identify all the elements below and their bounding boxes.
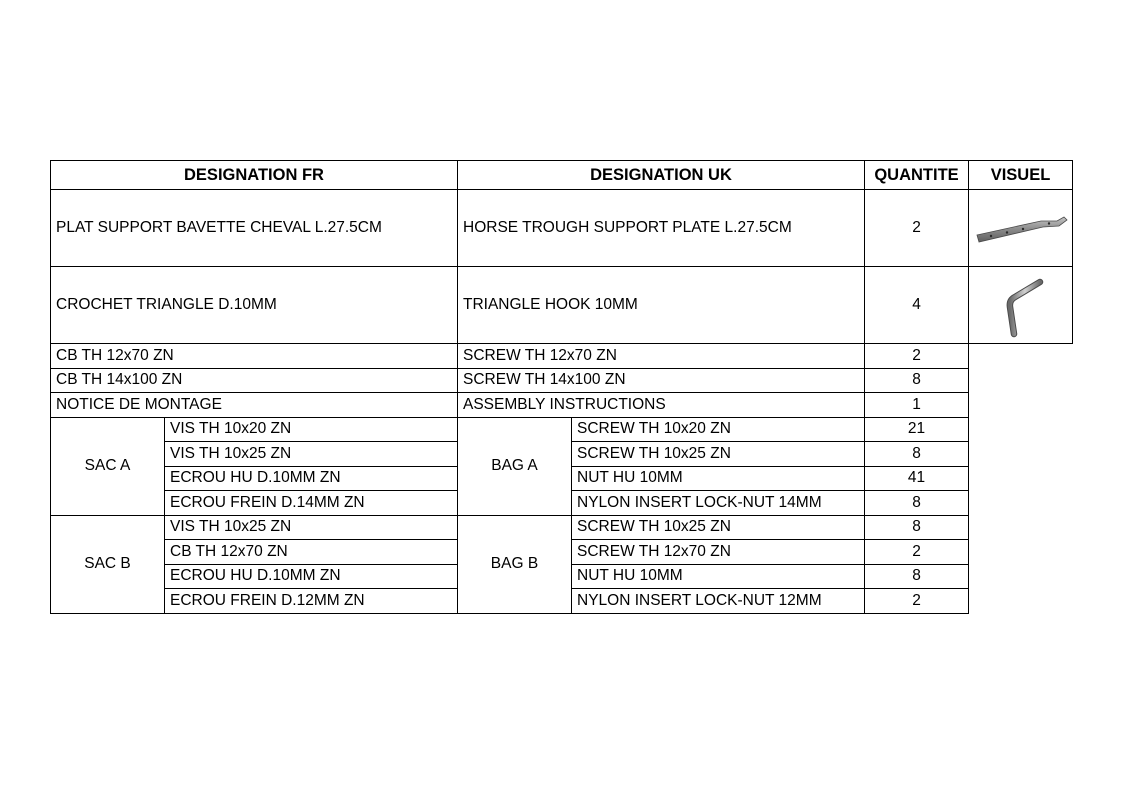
bag-label-uk: BAG A xyxy=(458,417,572,515)
parts-list-table xyxy=(50,160,1073,614)
header-row xyxy=(51,161,1073,190)
designation-fr: CB TH 12x70 ZN xyxy=(51,344,458,369)
designation-fr: ECROU HU D.10MM ZN xyxy=(165,564,458,589)
designation-fr: CB TH 12x70 ZN xyxy=(165,540,458,565)
designation-uk: SCREW TH 12x70 ZN xyxy=(458,344,865,369)
bag-label-uk: BAG B xyxy=(458,515,572,613)
designation-uk: NYLON INSERT LOCK-NUT 12MM xyxy=(572,589,865,614)
designation-fr: CROCHET TRIANGLE D.10MM xyxy=(51,267,458,344)
quantity: 2 xyxy=(865,190,969,267)
designation-fr: ECROU HU D.10MM ZN xyxy=(165,466,458,491)
quantity: 8 xyxy=(865,368,969,393)
designation-uk: NUT HU 10MM xyxy=(572,564,865,589)
table-row xyxy=(51,515,1073,540)
header-designation-uk: DESIGNATION UK xyxy=(458,161,865,190)
quantity: 1 xyxy=(865,393,969,418)
quantity: 8 xyxy=(865,442,969,467)
table-row xyxy=(51,344,1073,369)
designation-fr: CB TH 14x100 ZN xyxy=(51,368,458,393)
quantity: 8 xyxy=(865,491,969,516)
table-row xyxy=(51,393,1073,418)
designation-fr: VIS TH 10x25 ZN xyxy=(165,442,458,467)
designation-fr: ECROU FREIN D.12MM ZN xyxy=(165,589,458,614)
header-visual: VISUEL xyxy=(969,161,1073,190)
designation-uk: SCREW TH 10x25 ZN xyxy=(572,442,865,467)
designation-fr: NOTICE DE MONTAGE xyxy=(51,393,458,418)
triangle-hook-icon xyxy=(971,270,1071,340)
designation-fr: VIS TH 10x20 ZN xyxy=(165,417,458,442)
table-row xyxy=(51,190,1073,267)
quantity: 8 xyxy=(865,515,969,540)
quantity: 2 xyxy=(865,589,969,614)
header-designation-fr: DESIGNATION FR xyxy=(51,161,458,190)
designation-fr: ECROU FREIN D.14MM ZN xyxy=(165,491,458,516)
header-quantity: QUANTITE xyxy=(865,161,969,190)
quantity: 4 xyxy=(865,267,969,344)
table-row xyxy=(51,267,1073,344)
bag-label-fr: SAC A xyxy=(51,417,165,515)
table-row xyxy=(51,368,1073,393)
quantity: 41 xyxy=(865,466,969,491)
table-row xyxy=(51,417,1073,442)
quantity: 2 xyxy=(865,540,969,565)
quantity: 21 xyxy=(865,417,969,442)
quantity: 2 xyxy=(865,344,969,369)
designation-uk: ASSEMBLY INSTRUCTIONS xyxy=(458,393,865,418)
designation-fr: PLAT SUPPORT BAVETTE CHEVAL L.27.5CM xyxy=(51,190,458,267)
designation-uk: NUT HU 10MM xyxy=(572,466,865,491)
designation-uk: SCREW TH 10x25 ZN xyxy=(572,515,865,540)
designation-fr: VIS TH 10x25 ZN xyxy=(165,515,458,540)
designation-uk: TRIANGLE HOOK 10MM xyxy=(458,267,865,344)
quantity: 8 xyxy=(865,564,969,589)
visual-cell xyxy=(969,190,1073,267)
designation-uk: SCREW TH 10x20 ZN xyxy=(572,417,865,442)
designation-uk: SCREW TH 14x100 ZN xyxy=(458,368,865,393)
bag-label-fr: SAC B xyxy=(51,515,165,613)
support-plate-icon xyxy=(971,203,1071,253)
visual-cell xyxy=(969,267,1073,344)
designation-uk: SCREW TH 12x70 ZN xyxy=(572,540,865,565)
designation-uk: NYLON INSERT LOCK-NUT 14MM xyxy=(572,491,865,516)
designation-uk: HORSE TROUGH SUPPORT PLATE L.27.5CM xyxy=(458,190,865,267)
